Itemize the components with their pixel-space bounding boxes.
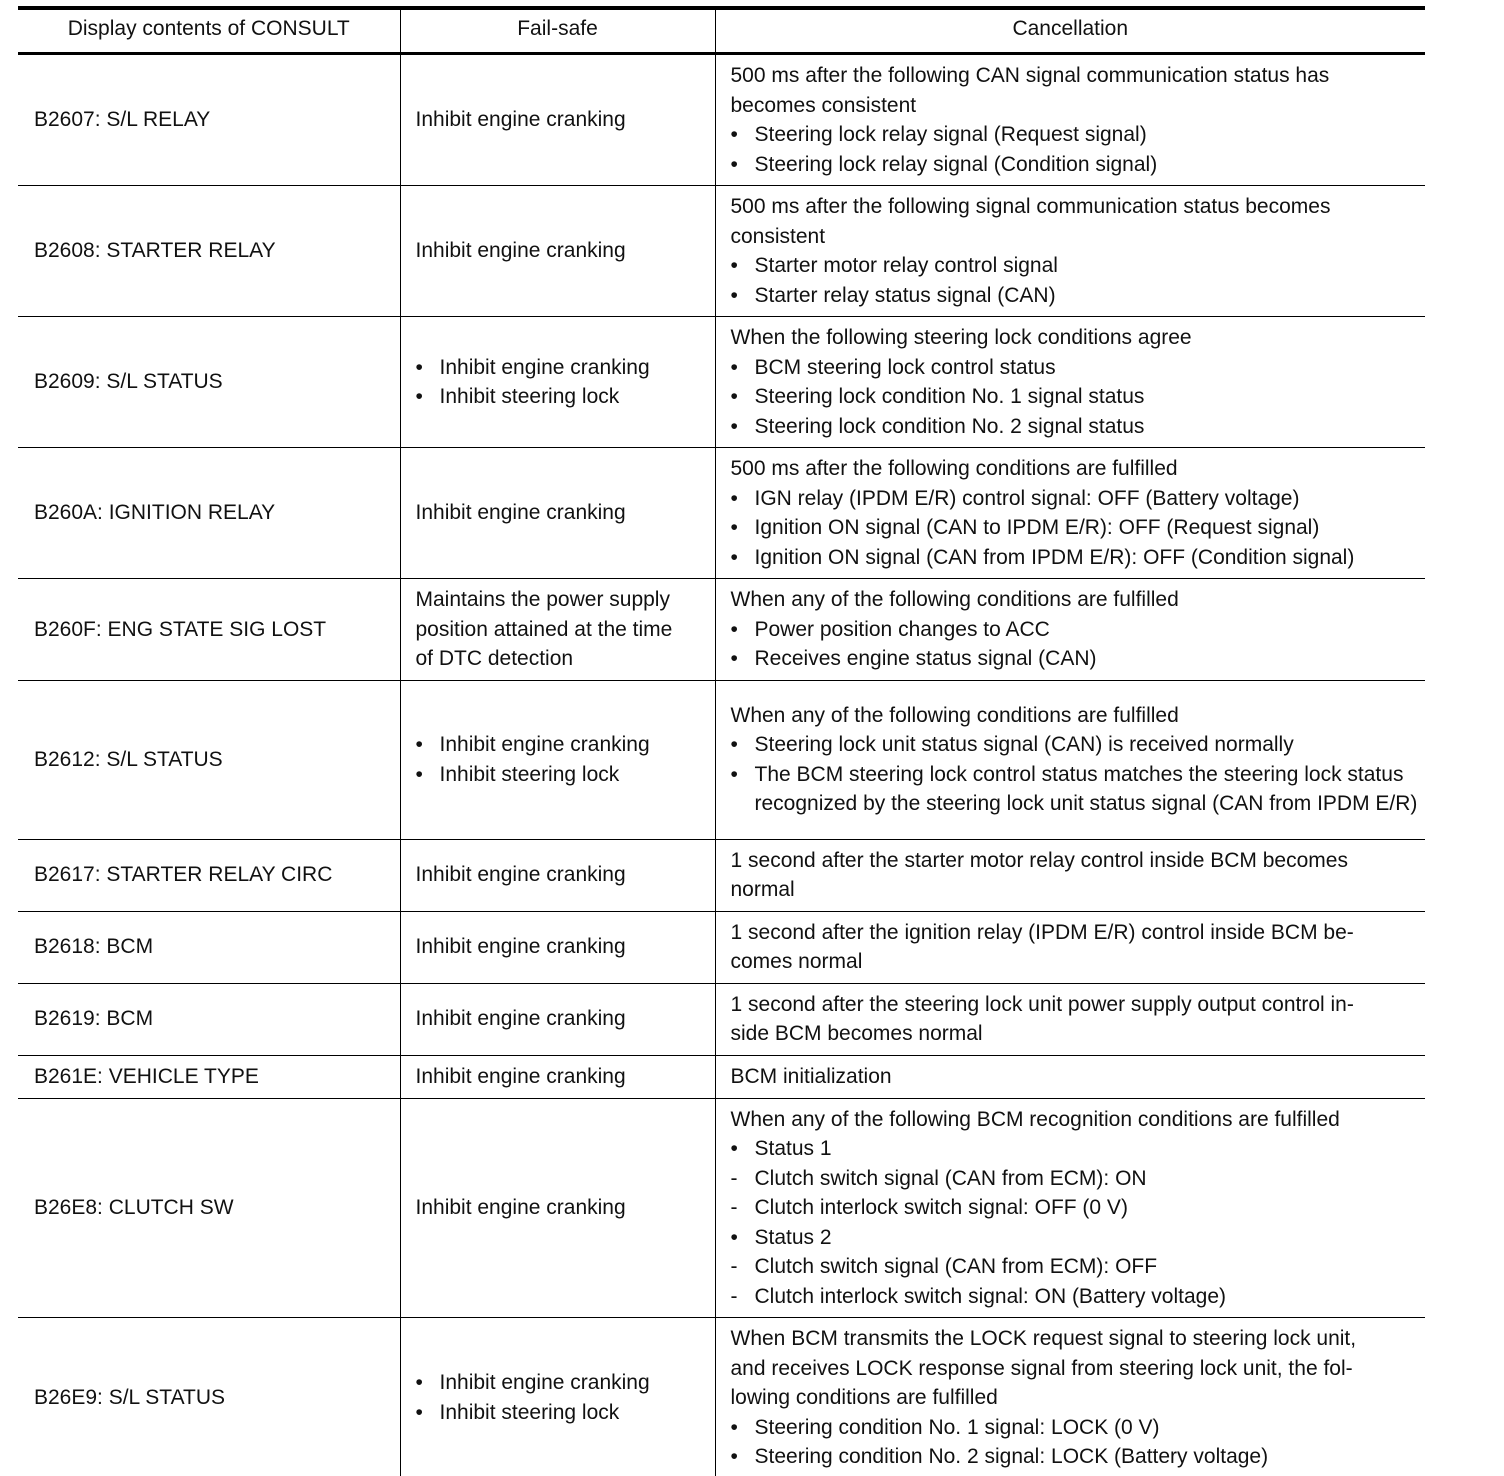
cancellation-item — [731, 150, 1420, 180]
cancellation-item-text: Clutch interlock switch signal: OFF (0 V) — [754, 1196, 1128, 1219]
cancellation-item-text: Ignition ON signal (CAN to IPDM E/R): OFF (Request signal) — [754, 516, 1320, 539]
fail-safe-text: position attained at the time — [415, 617, 673, 641]
bullet-icon: - — [730, 1284, 738, 1308]
table-row — [18, 983, 1425, 1055]
cancellation-item — [731, 1134, 1420, 1164]
dtc-code-cell: B2619: BCM — [18, 983, 400, 1055]
cancellation-text: side BCM becomes normal — [730, 1022, 983, 1045]
cancellation-item — [731, 513, 1420, 543]
dtc-code-cell: B2609: S/L STATUS — [18, 317, 400, 448]
bullet-icon: • — [415, 385, 423, 408]
bullet-icon: • — [730, 762, 738, 786]
cancellation-item-text: Starter relay status signal (CAN) — [754, 283, 1056, 307]
fail-safe-item-text: Inhibit engine cranking — [439, 733, 650, 756]
fail-safe-item — [416, 1368, 705, 1398]
fail-safe-text: Inhibit engine cranking — [415, 108, 626, 132]
cancellation-item — [731, 1223, 1420, 1253]
cancellation-item-text: Status 2 — [754, 1225, 832, 1249]
cancellation-text: lowing conditions are fulfilled — [730, 1386, 998, 1409]
fail-safe-cell — [400, 448, 715, 579]
bullet-icon: • — [415, 1400, 423, 1424]
cancellation-text: When any of the following conditions are fulfilled — [730, 703, 1179, 727]
dtc-code-cell: B2608: STARTER RELAY — [18, 186, 400, 317]
cancellation-cell — [715, 1098, 1425, 1318]
table-row — [18, 54, 1425, 186]
fail-safe-cell — [400, 1055, 715, 1098]
dtc-code-cell: B2618: BCM — [18, 911, 400, 983]
cancellation-item — [731, 120, 1420, 150]
cancellation-text: When any of the following BCM recognition conditions are fulfilled — [730, 1107, 1340, 1131]
cancellation-cell — [715, 911, 1425, 983]
bullet-icon: • — [730, 647, 738, 670]
bullet-icon: • — [730, 152, 738, 176]
bullet-icon: • — [730, 385, 738, 408]
cancellation-cell — [715, 186, 1425, 317]
dtc-code-cell: B261E: VEHICLE TYPE — [18, 1055, 400, 1098]
bullet-icon: • — [730, 254, 738, 277]
bullet-icon: • — [730, 516, 738, 539]
fail-safe-cell — [400, 1318, 715, 1476]
cancellation-text: When BCM transmits the LOCK request signal to steering lock unit, — [730, 1327, 1357, 1350]
table-row — [18, 911, 1425, 983]
cancellation-item — [731, 730, 1420, 760]
bullet-icon: • — [415, 1371, 423, 1395]
cancellation-item — [731, 1442, 1420, 1472]
cancellation-item — [731, 251, 1420, 281]
fail-safe-text: Maintains the power supply — [415, 588, 670, 611]
dtc-code-cell: B2617: STARTER RELAY CIRC — [18, 839, 400, 911]
bullet-icon: - — [730, 1255, 738, 1278]
fail-safe-cell — [400, 911, 715, 983]
bullet-icon: - — [730, 1196, 738, 1219]
cancellation-item — [731, 1193, 1420, 1223]
cancellation-text: comes normal — [730, 950, 863, 973]
table-row — [18, 1055, 1425, 1098]
fail-safe-text: Inhibit engine cranking — [415, 1196, 626, 1219]
cancellation-text: 500 ms after the following signal communication status becomes — [730, 195, 1331, 218]
fail-safe-cell — [400, 54, 715, 186]
table-row — [18, 1318, 1425, 1476]
bullet-icon: • — [730, 617, 738, 641]
cancellation-cell — [715, 1318, 1425, 1476]
cancellation-cell — [715, 839, 1425, 911]
fail-safe-item — [416, 382, 705, 412]
header-row — [18, 8, 1425, 54]
dtc-code-cell: B2612: S/L STATUS — [18, 680, 400, 839]
dtc-code-cell: B26E9: S/L STATUS — [18, 1318, 400, 1476]
cancellation-cell — [715, 983, 1425, 1055]
fail-safe-cell — [400, 579, 715, 681]
bullet-icon: - — [730, 1166, 738, 1190]
cancellation-cell — [715, 680, 1425, 839]
fail-safe-cell — [400, 983, 715, 1055]
cancellation-text: 1 second after the steering lock unit power supply output control in- — [730, 992, 1354, 1016]
cancellation-cell — [715, 317, 1425, 448]
cancellation-text: consistent — [730, 224, 826, 248]
cancellation-item-text: Steering lock unit status signal (CAN) is received normally — [754, 733, 1294, 756]
cancellation-item-text: Power position changes to ACC — [754, 617, 1050, 641]
bullet-icon: • — [730, 733, 738, 756]
cancellation-text: BCM initialization — [730, 1064, 892, 1088]
cancellation-item — [731, 281, 1420, 311]
dtc-code-cell: B2607: S/L RELAY — [18, 54, 400, 186]
cancellation-item — [731, 412, 1420, 442]
fail-safe-cell — [400, 839, 715, 911]
cancellation-item-text: Clutch switch signal (CAN from ECM): OFF — [754, 1255, 1158, 1278]
cancellation-text: 500 ms after the following CAN signal communication status has — [730, 64, 1330, 87]
cancellation-text: 500 ms after the following conditions are fulfilled — [730, 457, 1178, 480]
cancellation-item-text: Status 1 — [754, 1137, 832, 1160]
cancellation-text: normal — [730, 878, 795, 901]
fail-safe-cell — [400, 186, 715, 317]
cancellation-text: becomes consistent — [730, 93, 917, 117]
fail-safe-item — [416, 353, 705, 383]
bullet-icon: • — [415, 762, 423, 786]
fail-safe-item — [416, 760, 705, 790]
fail-safe-item — [416, 730, 705, 760]
cancellation-item-text: Steering lock condition No. 1 signal status — [754, 385, 1145, 408]
table-row — [18, 1098, 1425, 1318]
table-row — [18, 448, 1425, 579]
cancellation-item-text: Starter motor relay control signal — [754, 254, 1058, 277]
bullet-icon: • — [415, 355, 423, 379]
bullet-icon: • — [730, 1225, 738, 1249]
header-cancellation: Cancellation — [715, 8, 1425, 54]
fail-safe-cell — [400, 317, 715, 448]
fail-safe-cell — [400, 1098, 715, 1318]
cancellation-item-text: Steering condition No. 1 signal: LOCK (0 V) — [754, 1415, 1160, 1439]
fail-safe-text: Inhibit engine cranking — [415, 239, 626, 263]
fail-safe-text: Inhibit engine cranking — [415, 1064, 626, 1088]
fail-safe-text: of DTC detection — [415, 647, 574, 670]
cancellation-cell — [715, 54, 1425, 186]
cancellation-item-text: BCM steering lock control status — [754, 355, 1056, 379]
bullet-icon: • — [730, 1137, 738, 1160]
cancellation-item — [731, 760, 1420, 819]
bullet-icon: • — [730, 1445, 738, 1468]
cancellation-item-text: Receives engine status signal (CAN) — [754, 647, 1097, 670]
cancellation-item — [731, 1164, 1420, 1194]
fail-safe-text: Inhibit engine cranking — [415, 501, 626, 525]
dtc-fail-safe-table — [18, 6, 1425, 1476]
cancellation-text: and receives LOCK response signal from steering lock unit, the fol- — [730, 1356, 1353, 1380]
cancellation-item — [731, 1282, 1420, 1312]
cancellation-text: 1 second after the starter motor relay control inside BCM becomes — [730, 848, 1348, 872]
cancellation-item — [731, 1252, 1420, 1282]
cancellation-item-text: Steering condition No. 2 signal: LOCK (Battery voltage) — [754, 1445, 1269, 1468]
cancellation-cell — [715, 1055, 1425, 1098]
dtc-code-cell: B260A: IGNITION RELAY — [18, 448, 400, 579]
dtc-code-cell: B26E8: CLUTCH SW — [18, 1098, 400, 1318]
fail-safe-cell — [400, 680, 715, 839]
cancellation-item — [731, 615, 1420, 645]
cancellation-cell — [715, 448, 1425, 579]
table-row — [18, 317, 1425, 448]
cancellation-item-text: Steering lock relay signal (Request signal) — [754, 123, 1147, 146]
fail-safe-text: Inhibit engine cranking — [415, 1007, 626, 1031]
table-row — [18, 680, 1425, 839]
cancellation-item — [731, 484, 1420, 514]
cancellation-item — [731, 382, 1420, 412]
header-display-contents: Display contents of CONSULT — [18, 8, 400, 54]
fail-safe-item — [416, 1398, 705, 1428]
cancellation-text: 1 second after the ignition relay (IPDM E/R) control inside BCM be- — [730, 920, 1354, 944]
cancellation-item — [731, 543, 1420, 573]
cancellation-item — [731, 1413, 1420, 1443]
table-row — [18, 839, 1425, 911]
fail-safe-text: Inhibit engine cranking — [415, 935, 626, 959]
dtc-code-cell: B260F: ENG STATE SIG LOST — [18, 579, 400, 681]
cancellation-item-text: Clutch interlock switch signal: ON (Battery voltage) — [754, 1284, 1227, 1308]
bullet-icon: • — [730, 123, 738, 146]
fail-safe-item-text: Inhibit steering lock — [439, 762, 620, 786]
table-row — [18, 579, 1425, 681]
fail-safe-item-text: Inhibit steering lock — [439, 1400, 620, 1424]
cancellation-item-text: Clutch switch signal (CAN from ECM): ON — [754, 1166, 1147, 1190]
cancellation-item-text: IGN relay (IPDM E/R) control signal: OFF (Battery voltage) — [754, 486, 1300, 510]
bullet-icon: • — [730, 486, 738, 510]
cancellation-item — [731, 644, 1420, 674]
fail-safe-item-text: Inhibit engine cranking — [439, 1371, 650, 1395]
fail-safe-item-text: Inhibit engine cranking — [439, 355, 650, 379]
cancellation-item-text: The BCM steering lock control status matches the steering lock status recognized by the steering lock unit status signal (CAN from IPDM E/R) — [754, 762, 1418, 815]
cancellation-text: When the following steering lock conditions agree — [730, 326, 1192, 349]
bullet-icon: • — [730, 545, 738, 569]
cancellation-cell — [715, 579, 1425, 681]
bullet-icon: • — [730, 1415, 738, 1439]
bullet-icon: • — [730, 283, 738, 307]
cancellation-item-text: Steering lock condition No. 2 signal status — [754, 414, 1145, 438]
fail-safe-item-text: Inhibit steering lock — [439, 385, 620, 408]
header-fail-safe: Fail-safe — [400, 8, 715, 54]
cancellation-item-text: Ignition ON signal (CAN from IPDM E/R): OFF (Condition signal) — [754, 545, 1355, 569]
bullet-icon: • — [730, 414, 738, 438]
cancellation-text: When any of the following conditions are fulfilled — [730, 588, 1179, 611]
bullet-icon: • — [415, 733, 423, 756]
cancellation-item-text: Steering lock relay signal (Condition signal) — [754, 152, 1158, 176]
fail-safe-text: Inhibit engine cranking — [415, 863, 626, 887]
cancellation-item — [731, 353, 1420, 383]
bullet-icon: • — [730, 355, 738, 379]
table-row — [18, 186, 1425, 317]
